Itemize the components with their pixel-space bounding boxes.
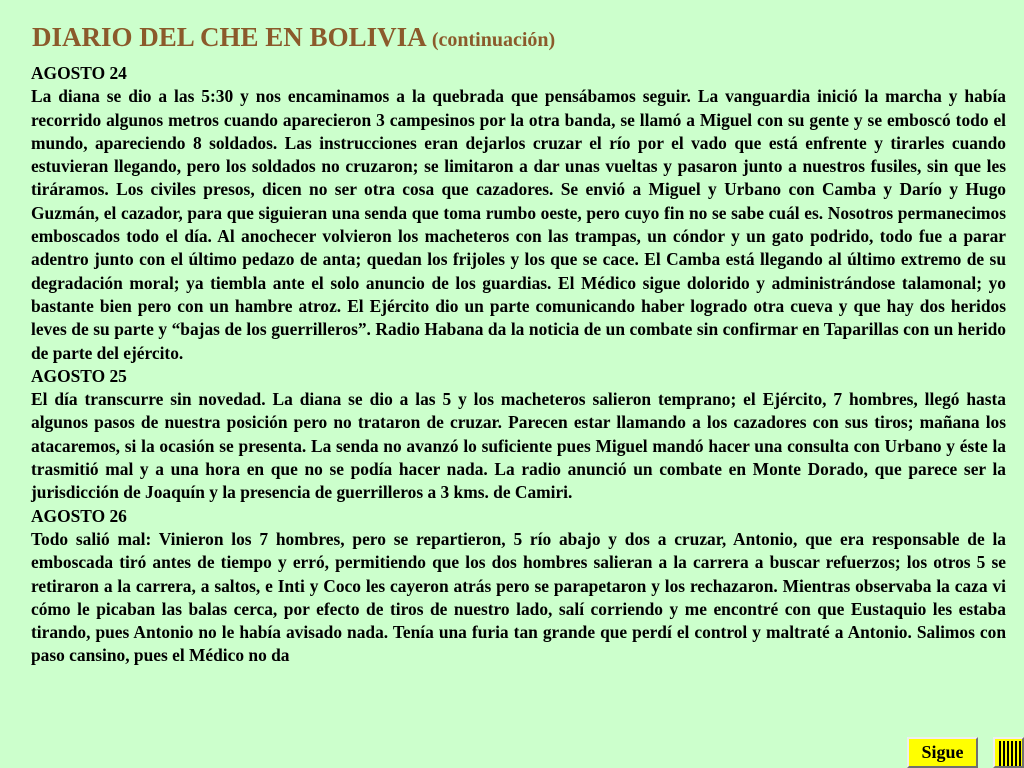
entry-date-agosto-25: AGOSTO 25: [31, 365, 127, 386]
page-title: [32, 22, 555, 53]
entry-text-agosto-25: El día transcurre sin novedad. La diana se dio a las 5 y los macheteros salieron temprano; el Ejército, 7 hombres, llegó hasta algunos pasos de nuestra posición pero no trataron de cruzar. Parecen estar llamando a los cazadores con sus tiros; mañana los atacaremos, si la ocasión se presenta. La senda no avanzó lo suficiente pues Miguel mandó hacer una consulta con Urbano y éste la trasmitió mal y a una hora en que no se podía hacer nada. La radio anunció un combate en Monte Dorado, que parece ser la jurisdicción de Joaquín y la presencia de guerrilleros a 3 kms. de Camiri.: [31, 389, 1006, 503]
end-slideshow-icon: [995, 739, 1022, 766]
entry-text-agosto-26: Todo salió mal: Vinieron los 7 hombres, pero se repartieron, 5 río abajo y dos a cruzar, Antonio, que era responsable de la emboscada tiró antes de tiempo y erró, permitiendo que los dos hombres salieran a la carrera a buscar refuerzos; los otros 5 se retiraron a la carrera, a saltos, e Inti y Coco les cayeron atrás pero se parapetaron y los rechazaron. Mientras observaba la caza vi cómo le picaban las balas cerca, por efecto de tiros de nuestro lado, salí corriendo y me encontré con que Eustaquio les estaba tirando, pues Antonio no le había avisado nada. Tenía una furia tan grande que perdí el control y maltraté a Antonio. Salimos con paso cansino, pues el Médico no da: [31, 528, 1006, 666]
entry-date-agosto-26: AGOSTO 26: [31, 505, 127, 526]
title-text: DIARIO DEL CHE EN BOLIVIA: [32, 22, 426, 52]
title-subtitle: (continuación): [431, 29, 556, 51]
next-button[interactable]: Sigue: [907, 737, 978, 768]
end-slideshow-button[interactable]: [993, 737, 1024, 768]
entry-date-agosto-24: AGOSTO 24: [31, 63, 127, 83]
diary-content: [31, 62, 1006, 668]
entry-text-agosto-24: La diana se dio a las 5:30 y nos encaminamos a la quebrada que pensábamos seguir. La vanguardia inició la marcha y había recorrido algunos metros cuando aparecieron 3 campesinos por la otra banda, se llamó a Miguel con su gente y se emboscó todo el mundo, apareciendo 8 soldados. Las instrucciones eran dejarlos cruzar el río por el vado que está enfrente y tirarles cuando estuvieran llegando, pero los soldados no cruzaron; se limitaron a dar unas vueltas y pasaron junto a nuestros fusiles, sin que les tiráramos. Los civiles presos, dicen no ser otra cosa que cazadores. Se envió a Miguel y Urbano con Camba y Darío y Hugo Guzmán, el cazador, para que siguieran una senda que toma rumbo oeste, pero cuyo fin no se sabe cuál es. Nosotros permanecimos emboscados todo el día. Al anochecer volvieron los macheteros con las trampas, un cóndor y un gato podrido, todo fue a parar adentro junto con el último pedazo de anta; quedan los frijoles y los que se cace. El Camba está llegando al último extremo de su degradación moral; ya tiembla ante el solo anuncio de los guardias. El Médico sigue dolorido y administrándose talamonal; yo bastante bien pero con un hambre atroz. El Ejército dio un parte comunicando haber logrado otra cueva y que hay dos heridos leves de su parte y “bajas de los guerrilleros”. Radio Habana da la noticia de un combate sin confirmar en Taparillas con un herido de parte del ejército.: [31, 86, 1006, 363]
